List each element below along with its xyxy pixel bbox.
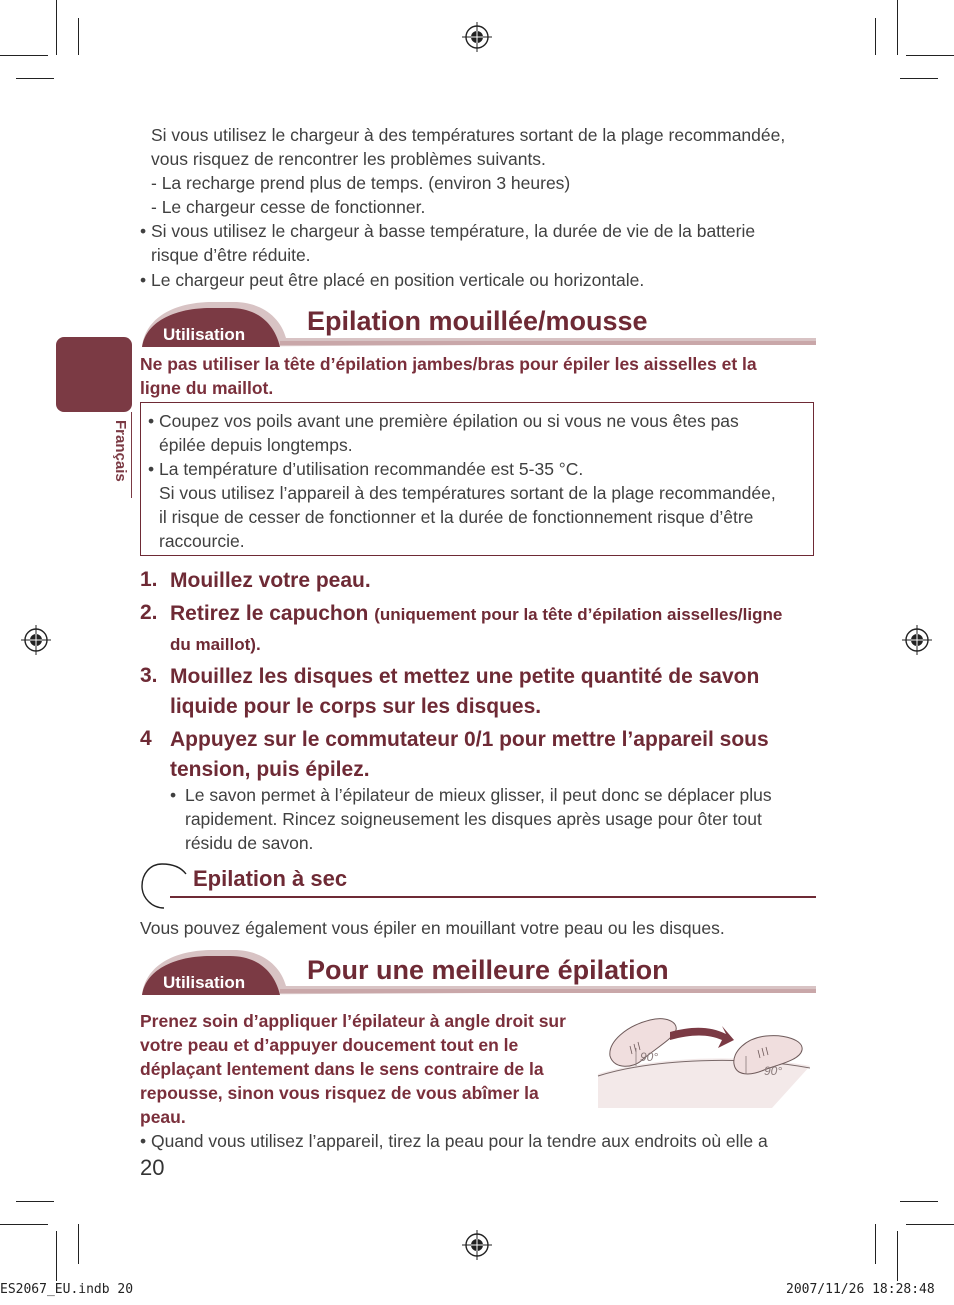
note-box-text <box>148 409 808 553</box>
instruction-line: votre peau et d’appuyer doucement tout en le <box>140 1035 519 1055</box>
instruction-line: peau. <box>140 1107 186 1127</box>
intro-line: Si vous utilisez le chargeur à des températures sortant de la plage recommandée, <box>151 125 786 145</box>
note-line: Le savon permet à l’épilateur de mieux glisser, il peut donc se déplacer plus <box>185 785 772 805</box>
note-line: il risque de cesser de fonctionner et la durée de fonctionnement risque d’être <box>159 507 754 527</box>
step4-bullet-mark: • <box>170 785 177 805</box>
note-line: résidu de savon. <box>185 833 314 853</box>
registration-mark-icon <box>462 22 492 52</box>
angle-label: 90° <box>764 1064 783 1078</box>
intro-line: - Le chargeur cesse de fonctionner. <box>151 197 426 217</box>
warning-line: ligne du maillot. <box>140 378 274 398</box>
note-line: épilée depuis longtemps. <box>159 435 353 455</box>
footer-timestamp: 2007/11/26 18:28:48 <box>786 1282 935 1297</box>
intro-text <box>140 123 830 292</box>
section-tab-label: Utilisation <box>163 973 246 992</box>
step-text-small: (uniquement pour la tête d’épilation aisselles/ligne <box>374 605 783 624</box>
step4-note <box>185 783 815 855</box>
step-number: 1. <box>140 568 158 591</box>
step-number: 2. <box>140 601 158 624</box>
intro-bullet: • Le chargeur peut être placé en position verticale ou horizontale. <box>140 270 645 290</box>
side-language-tab <box>56 337 132 412</box>
step-line: Appuyez sur le commutateur 0/1 pour mettre l’appareil sous <box>170 728 769 751</box>
epilator-illustration <box>596 1008 810 1108</box>
note-line: raccourcie. <box>159 531 245 551</box>
step-text <box>170 599 782 630</box>
instruction-line: repousse, sinon vous risquez de vous abîmer la <box>140 1083 539 1103</box>
step-line: Mouillez les disques et mettez une petite quantité de savon <box>170 665 760 688</box>
section-tab-label: Utilisation <box>163 325 246 344</box>
note-line: Si vous utilisez l’appareil à des températures sortant de la plage recommandée, <box>159 483 776 503</box>
step-text-main: Retirez le capuchon <box>170 602 369 625</box>
note-line: rapidement. Rincez soigneusement les disques après usage pour ôter tout <box>185 809 762 829</box>
dry-text: Vous pouvez également vous épiler en mouillant votre peau ou les disques. <box>140 918 725 938</box>
intro-line: vous risquez de rencontrer les problèmes suivants. <box>151 149 546 169</box>
step-text-small: du maillot). <box>170 635 261 654</box>
step-line: tension, puis épilez. <box>170 758 370 781</box>
registration-mark-icon <box>21 625 51 655</box>
page-number: 20 <box>140 1155 165 1180</box>
intro-line: - La recharge prend plus de temps. (environ 3 heures) <box>151 173 571 193</box>
registration-mark-icon <box>462 1230 492 1260</box>
step-text <box>170 725 769 785</box>
note-bullet: • La température d’utilisation recommandée est 5-35 °C. <box>148 459 584 479</box>
instruction-text <box>140 1009 566 1129</box>
instruction-line: déplaçant lentement dans le sens contraire de la <box>140 1059 544 1079</box>
intro-line: risque d’être réduite. <box>151 245 311 265</box>
step-text: Mouillez votre peau. <box>170 569 371 592</box>
warning-line: Ne pas utiliser la tête d’épilation jambes/bras pour épiler les aisselles et la <box>140 354 757 374</box>
step-text <box>170 662 759 722</box>
section-title: Pour une meilleure épilation <box>307 955 669 985</box>
footer-file-info: ES2067_EU.indb 20 <box>0 1282 134 1297</box>
angle-label: 90° <box>640 1050 659 1064</box>
warning-text <box>140 352 757 400</box>
step-number: 4 <box>140 727 152 750</box>
step-line: liquide pour le corps sur les disques. <box>170 695 542 718</box>
registration-mark-icon <box>902 625 932 655</box>
intro-bullet: • Si vous utilisez le chargeur à basse température, la durée de vie de la batterie <box>140 221 756 241</box>
instruction-line: Prenez soin d’appliquer l’épilateur à angle droit sur <box>140 1011 566 1031</box>
usage-bullet: • Quand vous utilisez l’appareil, tirez la peau pour la tendre aux endroits où elle a <box>140 1131 768 1151</box>
side-tab-rule <box>131 412 132 498</box>
note-bullet: • Coupez vos poils avant une première épilation ou si vous ne vous êtes pas <box>148 411 739 431</box>
section-title: Epilation mouillée/mousse <box>307 306 648 336</box>
subheading-title: Epilation à sec <box>193 866 348 891</box>
step-number: 3. <box>140 664 158 687</box>
side-tab-label: Français <box>112 420 129 482</box>
